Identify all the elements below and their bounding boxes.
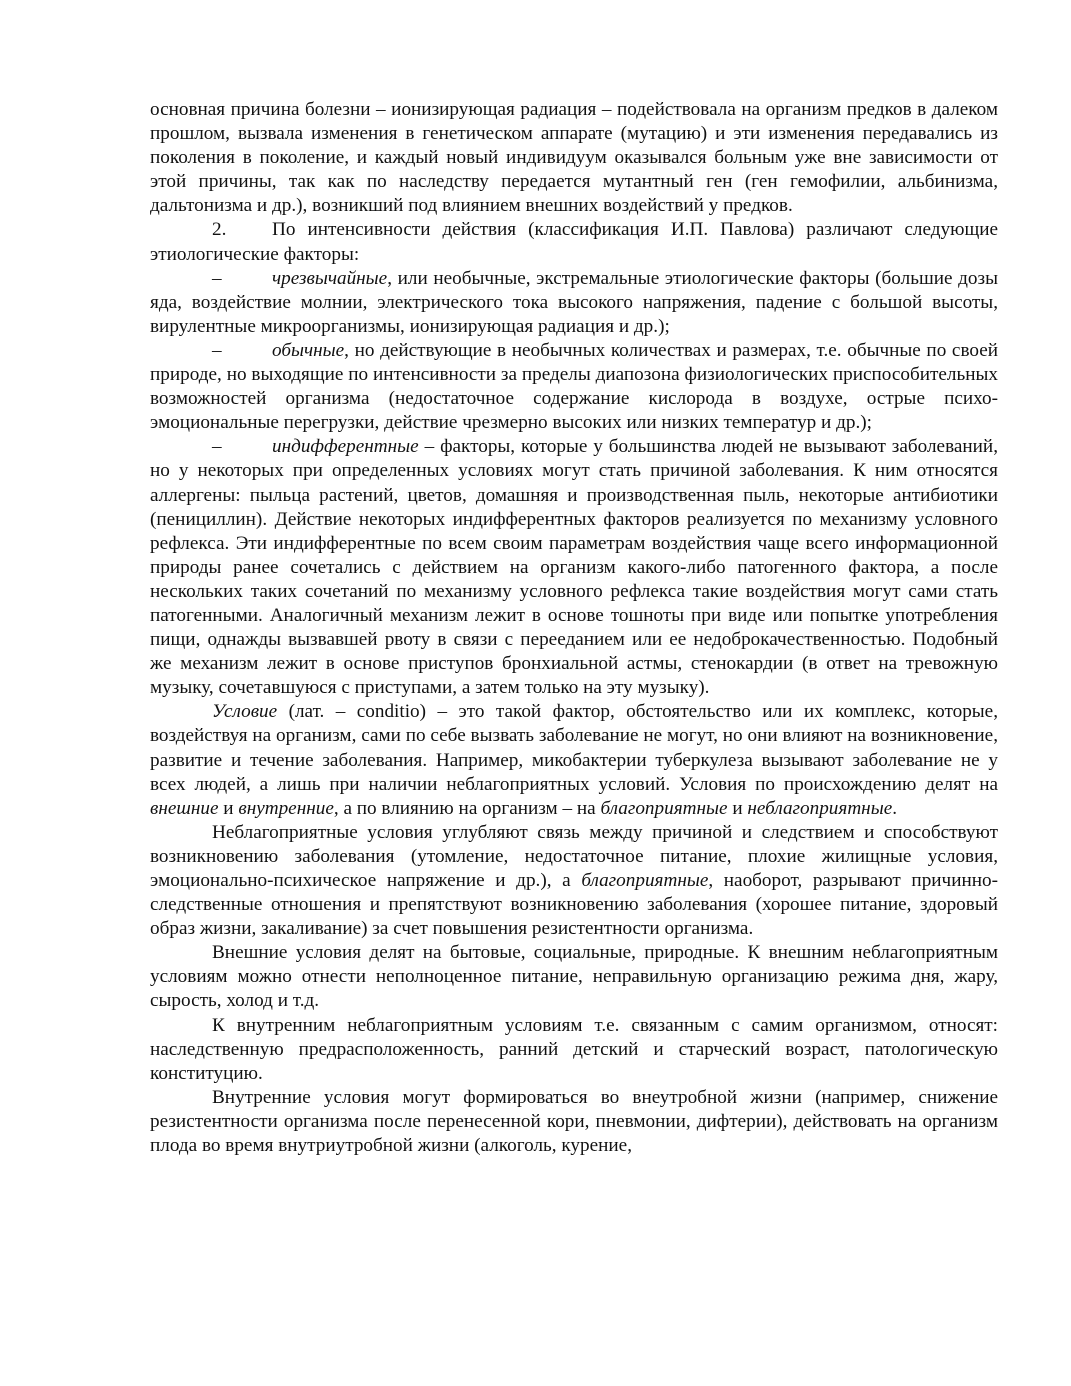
- italic-term: благоприятные: [600, 797, 728, 819]
- item-text: , или необычные, экстремальные этиологические факторы (большие дозы яда, воздействие молнии, электрического тока высокого напряжения, падение с большой высоты, вирулентные микроорганизмы, ионизирующая радиация и др.);: [150, 267, 998, 337]
- document-page: [150, 98, 998, 1158]
- italic-term: индифферентные: [272, 436, 419, 458]
- paragraph-text: .: [892, 797, 898, 819]
- paragraph-condition: [150, 700, 998, 820]
- item-text: – факторы, которые у большинства людей не вызывают заболеваний, но у некоторых при определенных условиях могут стать причиной заболевания. К ним относятся аллергены: пыльца растений, цветов, домашняя и производственная пыль, некоторые антибиотики (пенициллин). Действие некоторых индифферентных факторов реализуется по механизму условного рефлекса. Эти индифферентные по всем своим параметрам воздействия чаще всего информационной природы ранее сочетались с действием на организм какого-либо патогенного фактора, а после нескольких таких сочетаний по механизму условного рефлекса такие воздействия могут сами стать патогенными. Аналогичный механизм лежит в основе тошноты при виде или попытке употребления пищи, однажды вызвавшей рвоту в связи с перееданием или ее недоброкачественностью. Подобный же механизм лежит в основе приступов бронхиальной астмы, стенокардии (в ответ на тревожную музыку, сочетавшуюся с приступами, а затем только на эту музыку).: [150, 436, 998, 699]
- italic-term: внутренние: [238, 797, 334, 819]
- paragraph-text: По интенсивности действия (классификация И.П. Павлова) различают следующие этиологические факторы:: [150, 219, 998, 265]
- italic-term: благоприятные: [581, 870, 709, 891]
- paragraph-text: и: [218, 797, 239, 819]
- paragraph-unfavorable: [150, 821, 998, 941]
- dash-item-indifferent: [150, 435, 998, 700]
- dash-bullet: –: [212, 339, 222, 361]
- italic-term: обычные: [272, 339, 345, 361]
- dash-bullet: –: [212, 267, 222, 289]
- paragraph-text: , а по влиянию на организм – на: [333, 797, 601, 819]
- item-text: , но действующие в необычных количествах и размерах, т.е. обычные по своей природе, но выходящие по интенсивности за пределы диапозона физиологических приспособительных возможностей организма (недостаточное содержание кислорода в воздухе, острые психо-эмоциональные перегрузки, действие чрезмерно высоких или низких температур и др.);: [150, 339, 998, 434]
- italic-term: Условие: [212, 701, 278, 723]
- numbered-paragraph: [150, 218, 998, 266]
- italic-term: внешние: [150, 797, 219, 819]
- paragraph-text: , наоборот, разрывают причинно-следственные отношения и препятствуют возникновению заболевания (хорошее питание, здоровый образ жизни, закаливание) за счет повышения резистентности организма.: [150, 870, 998, 940]
- paragraph-internal: К внутренним неблагоприятным условиям т.е. связанным с самим организмом, относят: наследственную предрасположенность, ранний детский и старческий возраст, патологическую конституцию.: [150, 1014, 998, 1084]
- dash-item-ordinary: [150, 339, 998, 435]
- italic-term: неблагоприятные: [747, 797, 893, 819]
- list-number: 2.: [212, 219, 227, 241]
- paragraph-internal-conditions: Внутренние условия могут формироваться во внеутробной жизни (например, снижение резистентности организма после перенесенной кори, пневмонии, дифтерии), действовать на организм плода во время внутриутробной жизни (алкоголь, курение,: [150, 1086, 998, 1157]
- paragraph-continuation: основная причина болезни – ионизирующая радиация – подействовала на организм предков в далеком прошлом, вызвала изменения в генетическом аппарате (мутацию) и эти изменения передавались из поколения в поколение, и каждый новый индивидуум оказывался больным уже вне зависимости от этой причины, так как по наследству передается мутантный ген (ген гемофилии, альбинизма, дальтонизма и др.), возникший под влиянием внешних воздействий у предков.: [150, 99, 998, 217]
- paragraph-external: Внешние условия делят на бытовые, социальные, природные. К внешним неблагоприятным условиям можно отнести неполноценное питание, неправильную организацию режима дня, жару, сырость, холод и т.д.: [150, 942, 998, 1012]
- italic-term: чрезвычайные: [272, 267, 388, 289]
- paragraph-text: (лат. – conditio) – это такой фактор, обстоятельство или их комплекс, которые, воздействуя на организм, сами по себе вызвать заболевание не могут, но они влияют на возникновение, развитие и течение заболевания. Например, микобактерии туберкулеза вызывают заболевание не у всех людей, а лишь при наличии неблагоприятных условий. Условия по происхождению делят на: [150, 701, 998, 795]
- paragraph-text: Неблагоприятные условия углубляют связь между причиной и следствием и способствуют возникновению заболевания (утомление, недостаточное питание, плохие жилищные условия, эмоционально-психическое напряжение и др.), а: [150, 821, 998, 891]
- dash-item-extreme: [150, 267, 998, 339]
- paragraph-text: и: [727, 797, 748, 819]
- dash-bullet: –: [212, 436, 222, 458]
